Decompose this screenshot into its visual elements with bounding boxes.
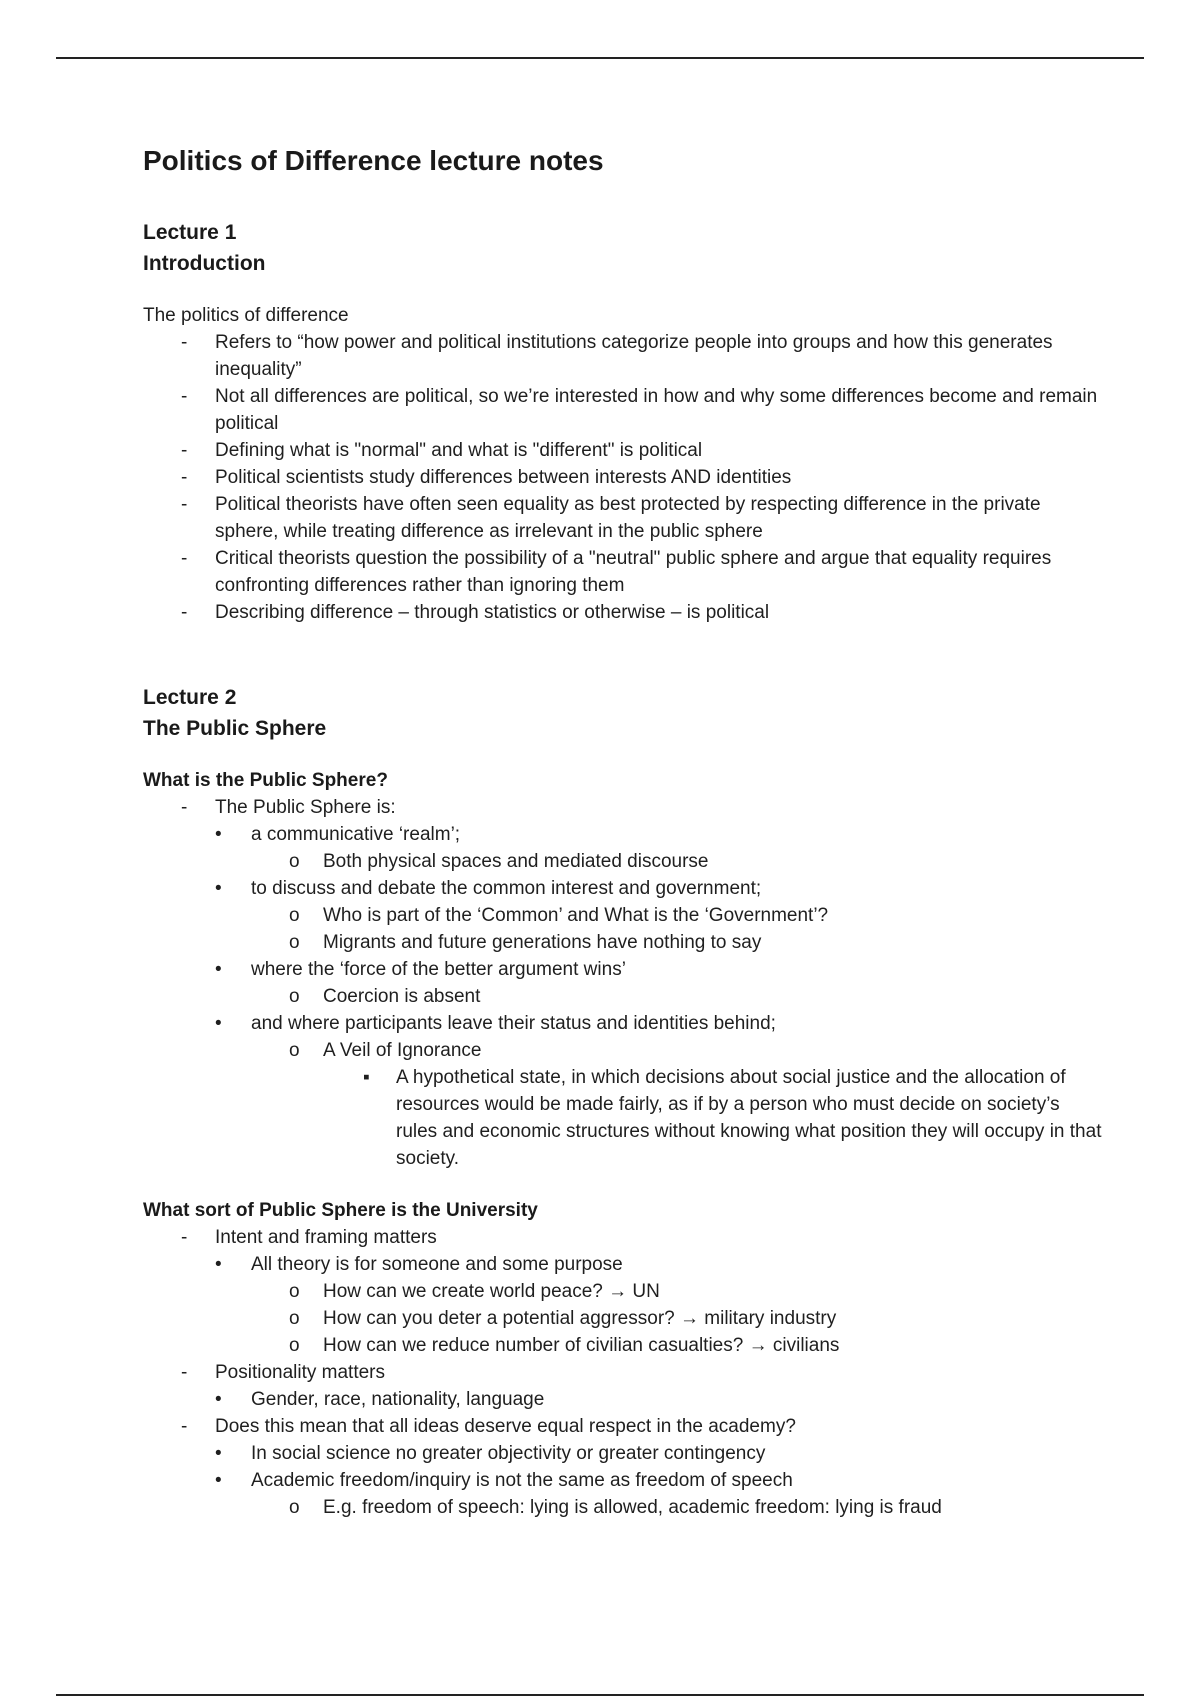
bullet-marker: •	[215, 959, 222, 980]
list-item: - Describing difference – through statistics or otherwise – is political	[143, 599, 1103, 626]
dash-marker: -	[181, 1362, 188, 1383]
list-item: - The Public Sphere is:	[143, 794, 1103, 821]
list-item: • to discuss and debate the common interest and government;	[143, 875, 1103, 902]
list-item: ▪ A hypothetical state, in which decisions about social justice and the allocation of resources would be made fairly, as if by a person who must decide on society’s rules and economic structures without knowing what position they will occupy in that society.	[143, 1064, 1103, 1172]
top-rule	[56, 57, 1144, 59]
list-item: - Positionality matters	[143, 1359, 1103, 1386]
list-item: o E.g. freedom of speech: lying is allowed, academic freedom: lying is fraud	[143, 1494, 1103, 1521]
list-item: - Critical theorists question the possibility of a "neutral" public sphere and argue that equality requires confronting differences rather than ignoring them	[143, 545, 1103, 599]
lecture-1-list	[143, 329, 1103, 626]
lecture-2-title: The Public Sphere	[143, 717, 327, 740]
bullet-marker: •	[215, 1389, 222, 1410]
list-item: - Not all differences are political, so we’re interested in how and why some differences become and remain political	[143, 383, 1103, 437]
bullet-marker: •	[215, 1013, 222, 1034]
dash-marker: -	[181, 386, 188, 407]
lecture-2-number: Lecture 2	[143, 686, 237, 709]
section-heading-public-sphere: What is the Public Sphere?	[143, 770, 388, 791]
circle-marker: o	[289, 851, 300, 872]
university-list	[143, 1224, 1103, 1521]
circle-marker: o	[289, 932, 300, 953]
dash-marker: -	[181, 1227, 188, 1248]
list-item: - Refers to “how power and political institutions categorize people into groups and how this generates inequality”	[143, 329, 1103, 383]
dash-marker: -	[181, 797, 188, 818]
list-item: - Political theorists have often seen equality as best protected by respecting difference in the private sphere, while treating difference as irrelevant in the public sphere	[143, 491, 1103, 545]
list-item: • Gender, race, nationality, language	[143, 1386, 1103, 1413]
circle-marker: o	[289, 1335, 300, 1356]
document-title: Politics of Difference lecture notes	[143, 145, 604, 176]
list-item: o Coercion is absent	[143, 983, 1103, 1010]
square-marker: ▪	[363, 1067, 370, 1088]
circle-marker: o	[289, 1040, 300, 1061]
circle-marker: o	[289, 905, 300, 926]
bullet-marker: •	[215, 878, 222, 899]
list-item: o How can you deter a potential aggressor? → military industry	[143, 1305, 1103, 1332]
list-item: • All theory is for someone and some purpose	[143, 1251, 1103, 1278]
circle-marker: o	[289, 986, 300, 1007]
bottom-rule	[56, 1694, 1144, 1696]
list-item: • and where participants leave their status and identities behind;	[143, 1010, 1103, 1037]
lecture-1-number: Lecture 1	[143, 221, 237, 244]
list-item: - Political scientists study differences between interests AND identities	[143, 464, 1103, 491]
list-item: o Who is part of the ‘Common’ and What is the ‘Government’?	[143, 902, 1103, 929]
dash-marker: -	[181, 602, 188, 623]
list-item: o A Veil of Ignorance	[143, 1037, 1103, 1064]
list-item: o Migrants and future generations have nothing to say	[143, 929, 1103, 956]
list-item: - Does this mean that all ideas deserve equal respect in the academy?	[143, 1413, 1103, 1440]
document-body	[143, 143, 1103, 1521]
lecture-1-intro: The politics of difference	[143, 305, 349, 326]
list-item: • where the ‘force of the better argument wins’	[143, 956, 1103, 983]
list-item: • Academic freedom/inquiry is not the same as freedom of speech	[143, 1467, 1103, 1494]
bullet-marker: •	[215, 1443, 222, 1464]
section-heading-university: What sort of Public Sphere is the University	[143, 1200, 538, 1221]
bullet-marker: •	[215, 1254, 222, 1275]
dash-marker: -	[181, 1416, 188, 1437]
list-item: o How can we reduce number of civilian casualties? → civilians	[143, 1332, 1103, 1359]
list-item: o How can we create world peace? → UN	[143, 1278, 1103, 1305]
dash-marker: -	[181, 440, 188, 461]
circle-marker: o	[289, 1497, 300, 1518]
lecture-1-title: Introduction	[143, 252, 266, 275]
dash-marker: -	[181, 332, 188, 353]
bullet-marker: •	[215, 824, 222, 845]
dash-marker: -	[181, 467, 188, 488]
list-item: o Both physical spaces and mediated discourse	[143, 848, 1103, 875]
public-sphere-list	[143, 794, 1103, 1172]
circle-marker: o	[289, 1308, 300, 1329]
list-item: • a communicative ‘realm’;	[143, 821, 1103, 848]
circle-marker: o	[289, 1281, 300, 1302]
dash-marker: -	[181, 548, 188, 569]
dash-marker: -	[181, 494, 188, 515]
list-item: - Intent and framing matters	[143, 1224, 1103, 1251]
list-item: - Defining what is "normal" and what is "different" is political	[143, 437, 1103, 464]
list-item: • In social science no greater objectivity or greater contingency	[143, 1440, 1103, 1467]
bullet-marker: •	[215, 1470, 222, 1491]
